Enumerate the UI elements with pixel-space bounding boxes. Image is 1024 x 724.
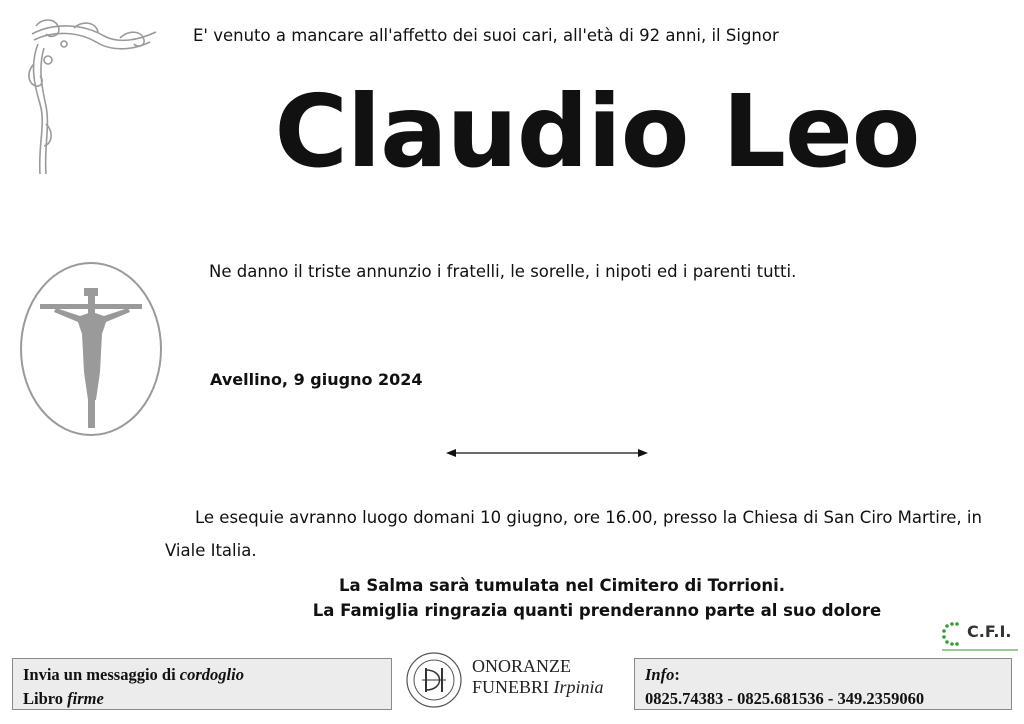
funeral-details-line2: Viale Italia. [165,541,257,560]
thanks-text: La Famiglia ringrazia quanti prenderanno parte al suo dolore [312,601,882,620]
info-label: Info [645,665,675,684]
double-arrow-icon [446,446,648,460]
guestbook-em: firme [67,689,104,708]
burial-text: La Salma sarà tumulata nel Cimitero di Torrioni. [338,576,786,595]
phone-numbers[interactable]: 0825.74383 - 0825.681536 - 349.2359060 [645,689,925,708]
place-date: Avellino, 9 giugno 2024 [210,370,423,389]
brand-line2-em: Irpinia [553,677,604,697]
guestbook-prefix: Libro [23,689,68,708]
guestbook-link[interactable] [23,687,381,711]
brand-line1: ONORANZE [472,656,571,676]
condolence-em: cordoglio [179,665,244,684]
crucifix-icon [18,260,164,438]
funeral-home-brand [472,656,604,698]
condolence-box[interactable] [12,658,392,710]
condolence-link[interactable] [23,663,381,687]
intro-text: E' venuto a mancare all'affetto dei suoi cari, all'età di 92 anni, il Signor [193,26,779,45]
condolence-prefix: Invia un messaggio di [23,665,180,684]
announcement-text: Ne danno il triste annunzio i fratelli, le sorelle, i nipoti ed i parenti tutti. [209,262,797,281]
brand-line2-prefix: FUNEBRI [472,677,554,697]
info-colon: : [674,665,680,684]
info-box [634,658,1012,710]
cfi-label: C.F.I. [967,622,1012,641]
brand-line2 [472,677,604,698]
onoranze-logo [404,648,464,710]
funeral-details-line1: Le esequie avranno luogo domani 10 giugno, ore 16.00, presso la Chiesa di San Ciro Martire, in [195,508,982,527]
deceased-name: Claudio Leo [274,73,920,190]
